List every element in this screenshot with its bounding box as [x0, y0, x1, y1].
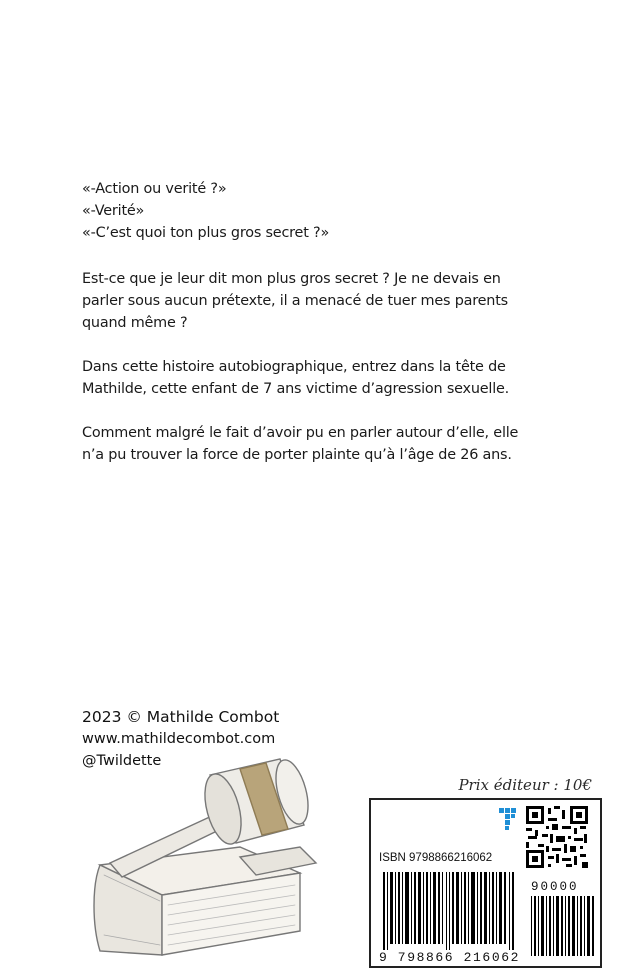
isbn-barcode-box [369, 798, 602, 968]
dialogue-line: «-C’est quoi ton plus gros secret ?» [82, 225, 330, 241]
blurb-paragraph-secret [82, 268, 562, 334]
isbn-label: ISBN 9798866216062 [379, 852, 493, 864]
addon-barcode [531, 896, 595, 956]
addon-digits: 90000 [531, 880, 579, 894]
blurb-paragraph-complaint [82, 422, 562, 466]
dialogue-block [82, 178, 562, 244]
copyright-line: 2023 © Mathilde Combot [82, 708, 280, 726]
paragraph-line: n’a pu trouver la force de porter plainte qu’à l’âge de 26 ans. [82, 447, 512, 463]
blurb-paragraph-story [82, 356, 562, 400]
paragraph-line: parler sous aucun prétexte, il a menacé de tuer mes parents [82, 293, 508, 309]
publisher-price: Prix éditeur : 10€ [458, 776, 592, 794]
paragraph-line: Comment malgré le fait d’avoir pu en parler autour d’elle, elle [82, 425, 519, 441]
website-link[interactable]: www.mathildecombot.com [82, 731, 276, 747]
ean-barcode [377, 872, 525, 950]
paragraph-line: Est-ce que je leur dit mon plus gros secret ? Je ne devais en [82, 271, 501, 287]
ean-digits: 9 798866 216062 [379, 950, 521, 965]
social-handle[interactable]: @Twildette [82, 753, 162, 769]
dialogue-line: «-Action ou verité ?» [82, 181, 227, 197]
paragraph-line: quand même ? [82, 315, 188, 331]
paragraph-line: Mathilde, cette enfant de 7 ans victime d’agression sexuelle. [82, 381, 510, 397]
dialogue-line: «-Verité» [82, 203, 145, 219]
back-cover-blurb [82, 178, 562, 488]
publisher-logo-icon [499, 808, 519, 830]
qr-code [526, 806, 588, 868]
gavel-on-book-illustration [90, 755, 340, 965]
paragraph-line: Dans cette histoire autobiographique, entrez dans la tête de [82, 359, 506, 375]
